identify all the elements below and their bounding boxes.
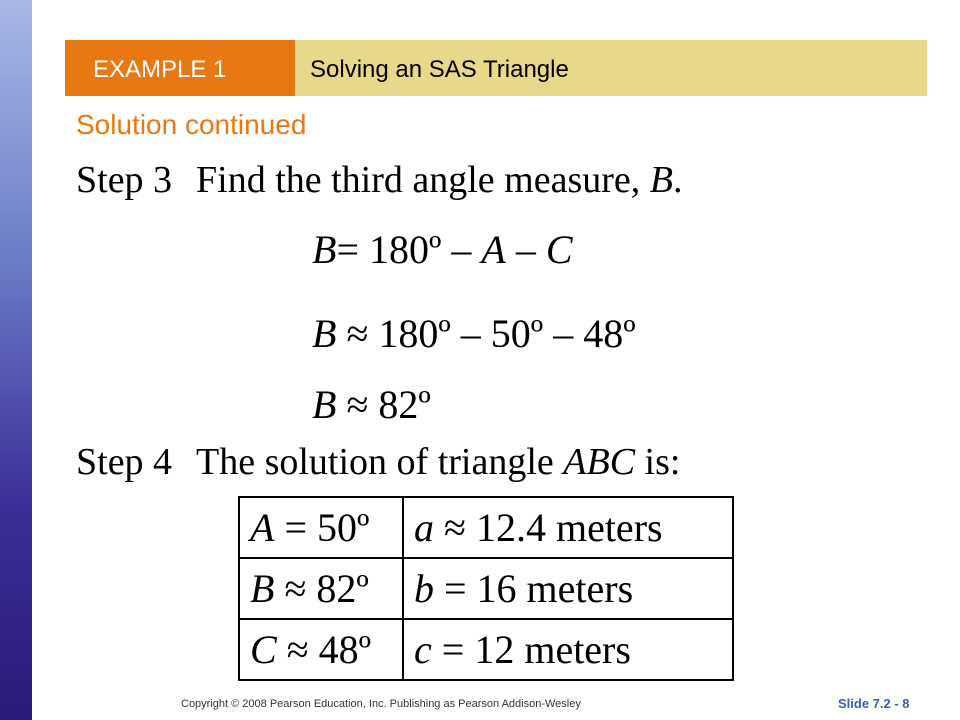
step-4-text: The solution of triangle: [196, 441, 564, 483]
side-value: = 16 meters: [434, 566, 634, 611]
step-3-var: B: [649, 159, 673, 201]
equation-3: [312, 381, 431, 428]
angle-value: = 50º: [274, 505, 370, 550]
solution-table: [238, 496, 734, 681]
step-3-period: .: [673, 159, 683, 201]
equation-2: [312, 310, 636, 357]
step-3-text: Find the third angle measure,: [196, 159, 650, 201]
equation-3-rhs: ≈ 82º: [336, 382, 431, 427]
example-title: Solving an SAS Triangle: [310, 56, 569, 83]
step-4: [76, 440, 680, 484]
equation-1-lhs: B: [312, 227, 337, 272]
equation-1-var-a: A: [481, 227, 506, 272]
side-value: ≈ 12.4 meters: [434, 505, 663, 550]
side-var: a: [414, 505, 434, 550]
table-row: [239, 619, 733, 680]
example-tag-label: EXAMPLE 1: [93, 56, 227, 83]
angle-cell: [239, 619, 403, 680]
step-3-number: Step 3: [76, 159, 173, 201]
step-4-var: ABC: [563, 441, 636, 483]
table-row: [239, 558, 733, 619]
angle-var: C: [250, 627, 277, 672]
angle-cell: [239, 558, 403, 619]
copyright-footer: Copyright © 2008 Pearson Education, Inc. Publishing as Pearson Addison-Wesley: [181, 698, 581, 710]
side-cell: [403, 558, 733, 619]
side-value: = 12 meters: [431, 627, 631, 672]
side-var: c: [414, 627, 432, 672]
side-var: b: [414, 566, 434, 611]
step-3: [76, 158, 683, 202]
example-tag: [65, 40, 295, 96]
angle-var: B: [250, 566, 275, 611]
equation-1-rhs-b: –: [505, 227, 546, 272]
side-cell: [403, 497, 733, 558]
solution-subtitle: Solution continued: [76, 109, 307, 140]
step-4-number: Step 4: [76, 441, 173, 483]
equation-1-rhs-a: = 180º –: [336, 227, 482, 272]
side-cell: [403, 619, 733, 680]
sidebar-gradient: [0, 0, 32, 720]
example-banner: [65, 40, 927, 96]
step-4-suffix: is:: [635, 441, 681, 483]
slide-number: Slide 7.2 - 8: [838, 696, 910, 711]
equation-1: [312, 226, 573, 273]
angle-var: A: [250, 505, 275, 550]
equation-2-lhs: B: [312, 311, 337, 356]
angle-value: ≈ 48º: [276, 627, 372, 672]
equation-2-rhs: ≈ 180º – 50º – 48º: [336, 311, 636, 356]
equation-1-var-c: C: [545, 227, 573, 272]
table-row: [239, 497, 733, 558]
angle-value: ≈ 82º: [274, 566, 369, 611]
equation-3-lhs: B: [312, 382, 337, 427]
angle-cell: [239, 497, 403, 558]
